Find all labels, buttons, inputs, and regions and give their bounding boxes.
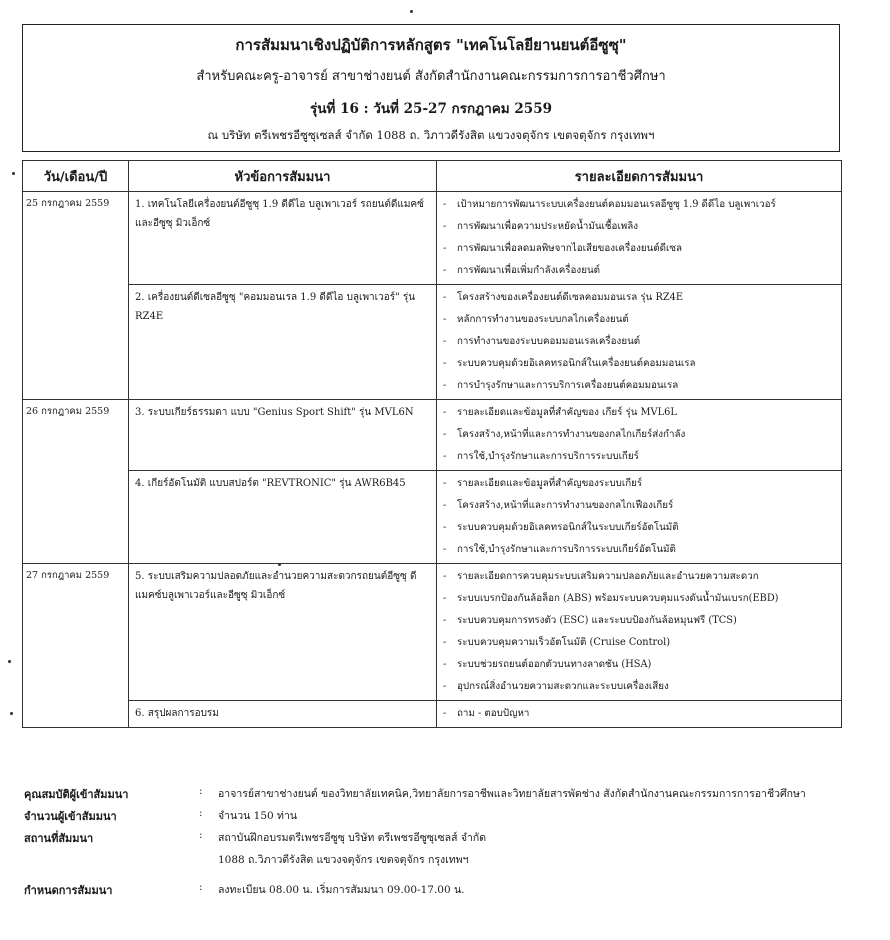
info-row	[24, 848, 854, 870]
detail-text: ระบบควบคุมด้วยอิเลคทรอนิกส์ในระบบเกียร์อัตโนมัติ	[457, 522, 679, 533]
detail-text: รายละเอียดและข้อมูลที่สำคัญของ เกียร์ รุ่น MVL6L	[457, 407, 677, 418]
info-label: จำนวนผู้เข้าสัมมนา	[24, 810, 117, 823]
table-row	[23, 471, 842, 564]
row-details	[437, 285, 842, 400]
detail-text: รายละเอียดและข้อมูลที่สำคัญของระบบเกียร์	[457, 478, 643, 489]
detail-text: ระบบเบรกป้องกันล้อล็อก (ABS) พร้อมระบบควบคุมแรงดันน้ำมันเบรก(EBD)	[457, 593, 779, 604]
bullet-dash: -	[443, 637, 447, 648]
row-date: 27 กรกฎาคม 2559	[23, 564, 129, 701]
detail-item	[443, 473, 835, 495]
detail-text: ระบบควบคุมความเร็วอัตโนมัติ (Cruise Control)	[457, 637, 671, 648]
bullet-dash: -	[443, 380, 447, 391]
detail-item	[443, 517, 835, 539]
info-value: อาจารย์สาขาช่างยนต์ ของวิทยาลัยเทคนิค,วิทยาลัยการอาชีพและวิทยาลัยสารพัดช่าง สังกัดสำนักงานคณะกรรมการการอาชีวศึกษา	[218, 788, 806, 800]
detail-text: ระบบควบคุมการทรงตัว (ESC) และระบบป้องกันล้อหมุนฟรี (TCS)	[457, 615, 737, 626]
bullet-dash: -	[443, 429, 447, 440]
detail-text: การพัฒนาเพื่อเพิ่มกำลังเครื่องยนต์	[457, 265, 601, 276]
detail-text: ระบบควบคุมด้วยอิเลคทรอนิกส์ในเครื่องยนต์คอมมอนเรล	[457, 358, 696, 369]
info-colon: :	[199, 881, 203, 893]
scan-speck	[12, 172, 15, 175]
detail-text: โครงสร้าง,หน้าที่และการทำงานของกลไกเฟืองเกียร์	[457, 500, 674, 511]
detail-text: รายละเอียดการควบคุมระบบเสริมความปลอดภัยและอำนวยความสะดวก	[457, 571, 759, 582]
batch-and-dates: รุ่นที่ 16 : วันที่ 25-27 กรกฎาคม 2559	[310, 101, 552, 117]
detail-item	[443, 676, 835, 698]
detail-item	[443, 566, 835, 588]
document-title: การสัมมนาเชิงปฏิบัติการหลักสูตร "เทคโนโลยียานยนต์อีซูซุ"	[235, 36, 627, 54]
detail-text: การใช้,บำรุงรักษาและการบริการระบบเกียร์อัตโนมัติ	[457, 544, 676, 555]
detail-item	[443, 375, 835, 397]
detail-item	[443, 539, 835, 561]
info-row	[24, 782, 854, 804]
bullet-dash: -	[443, 659, 447, 670]
detail-text: การบำรุงรักษาและการบริการเครื่องยนต์คอมมอนเรล	[457, 380, 679, 391]
detail-text: การทำงานของระบบคอมมอนเรลเครื่องยนต์	[457, 336, 641, 347]
detail-text: อุปกรณ์สิ่งอำนวยความสะดวกและระบบเครื่องเสียง	[457, 681, 669, 692]
detail-item	[443, 632, 835, 654]
row-details	[437, 471, 842, 564]
info-value: สถาบันฝึกอบรมตรีเพชรอีซูซุ บริษัท ตรีเพชรอีซูซุเซลส์ จำกัด	[218, 832, 487, 844]
detail-item	[443, 331, 835, 353]
row-topic: 1. เทคโนโลยีเครื่องยนต์อีซูซุ 1.9 ดีดีไอ บลูเพาเวอร์ รถยนต์ดีแมคซ์และอีซูซุ มิวเอ็กซ์	[129, 192, 437, 285]
detail-item	[443, 353, 835, 375]
info-value: 1088 ถ.วิภาวดีรังสิต แขวงจตุจักร เขตจตุจักร กรุงเทพฯ	[218, 854, 469, 866]
bullet-dash: -	[443, 265, 447, 276]
bullet-dash: -	[443, 522, 447, 533]
document-subtitle: สำหรับคณะครู-อาจารย์ สาขาช่างยนต์ สังกัดสำนักงานคณะกรรมการการอาชีวศึกษา	[196, 69, 666, 84]
row-date: 25 กรกฎาคม 2559	[23, 192, 129, 285]
row-date	[23, 471, 129, 564]
header-topic: หัวข้อการสัมมนา	[129, 161, 437, 192]
detail-text: การพัฒนาเพื่อลดมลพิษจากไอเสียของเครื่องยนต์ดีเซล	[457, 243, 683, 254]
bullet-dash: -	[443, 500, 447, 511]
bullet-dash: -	[443, 407, 447, 418]
detail-item	[443, 216, 835, 238]
detail-text: โครงสร้าง,หน้าที่และการทำงานของกลไกเกียร์ส่งกำลัง	[457, 429, 686, 440]
row-topic: 3. ระบบเกียร์ธรรมดา แบบ "Genius Sport Shift" รุ่น MVL6N	[129, 400, 437, 471]
bullet-dash: -	[443, 681, 447, 692]
detail-item	[443, 446, 835, 468]
detail-item	[443, 610, 835, 632]
table-row	[23, 400, 842, 471]
schedule-table	[22, 160, 842, 728]
bullet-dash: -	[443, 199, 447, 210]
bullet-dash: -	[443, 451, 447, 462]
scan-speck	[410, 10, 413, 13]
info-row	[24, 826, 854, 848]
info-colon: :	[199, 807, 203, 819]
detail-text: เป้าหมายการพัฒนาระบบเครื่องยนต์คอมมอนเรลอีซูซุ 1.9 ดีดีไอ บลูเพาเวอร์	[457, 199, 776, 210]
bullet-dash: -	[443, 615, 447, 626]
detail-item	[443, 402, 835, 424]
detail-text: โครงสร้างของเครื่องยนต์ดีเซลคอมมอนเรล รุ่น RZ4E	[457, 292, 684, 303]
header-details: รายละเอียดการสัมมนา	[437, 161, 842, 192]
detail-item	[443, 287, 835, 309]
bullet-dash: -	[443, 336, 447, 347]
bullet-dash: -	[443, 593, 447, 604]
bullet-dash: -	[443, 544, 447, 555]
row-topic: 2. เครื่องยนต์ดีเซลอีซูซุ "คอมมอนเรล 1.9 ดีดีไอ บลูเพาเวอร์" รุ่น RZ4E	[129, 285, 437, 400]
bullet-dash: -	[443, 221, 447, 232]
row-date	[23, 285, 129, 400]
row-details	[437, 701, 842, 728]
detail-text: การใช้,บำรุงรักษาและการบริการระบบเกียร์	[457, 451, 639, 462]
detail-item	[443, 194, 835, 216]
detail-item	[443, 703, 835, 725]
row-topic: 5. ระบบเสริมความปลอดภัยและอำนวยความสะดวกรถยนต์อีซูซุ ดีแมคซ์บลูเพาเวอร์และอีซูซุ มิวเอ็กซ์	[129, 564, 437, 701]
row-topic: 6. สรุปผลการอบรม	[129, 701, 437, 728]
table-row	[23, 564, 842, 701]
bullet-dash: -	[443, 243, 447, 254]
table-row	[23, 192, 842, 285]
row-date	[23, 701, 129, 728]
detail-item	[443, 238, 835, 260]
info-label: คุณสมบัติผู้เข้าสัมมนา	[24, 788, 129, 801]
row-details	[437, 192, 842, 285]
venue-address: ณ บริษัท ตรีเพชรอีซูซุเซลส์ จำกัด 1088 ถ. วิภาวดีรังสิต แขวงจตุจักร เขตจตุจักร กรุงเทพฯ	[207, 128, 655, 142]
info-colon: :	[199, 785, 203, 797]
info-value: ลงทะเบียน 08.00 น. เริ่มการสัมมนา 09.00-17.00 น.	[218, 884, 465, 896]
schedule-body	[23, 192, 842, 728]
row-date: 26 กรกฎาคม 2559	[23, 400, 129, 471]
scan-speck	[278, 563, 281, 566]
row-topic: 4. เกียร์อัตโนมัติ แบบสปอร์ต "REVTRONIC" รุ่น AWR6B45	[129, 471, 437, 564]
detail-item	[443, 309, 835, 331]
bullet-dash: -	[443, 292, 447, 303]
table-row	[23, 285, 842, 400]
detail-text: ถาม - ตอบปัญหา	[457, 708, 530, 719]
table-header-row	[23, 161, 842, 192]
info-label: สถานที่สัมมนา	[24, 832, 94, 845]
bullet-dash: -	[443, 314, 447, 325]
detail-item	[443, 260, 835, 282]
info-colon: :	[199, 829, 203, 841]
detail-text: ระบบช่วยรถยนต์ออกตัวบนทางลาดชัน (HSA)	[457, 659, 652, 670]
info-value: จำนวน 150 ท่าน	[218, 810, 298, 822]
info-row	[24, 804, 854, 826]
detail-text: หลักการทำงานของระบบกลไกเครื่องยนต์	[457, 314, 629, 325]
row-details	[437, 564, 842, 701]
detail-item	[443, 588, 835, 610]
info-label: กำหนดการสัมมนา	[24, 884, 113, 897]
bullet-dash: -	[443, 478, 447, 489]
detail-item	[443, 424, 835, 446]
detail-item	[443, 495, 835, 517]
bullet-dash: -	[443, 708, 447, 719]
document-header	[22, 24, 840, 152]
bullet-dash: -	[443, 571, 447, 582]
header-date: วัน/เดือน/ปี	[23, 161, 129, 192]
course-info	[24, 782, 854, 900]
detail-item	[443, 654, 835, 676]
detail-text: การพัฒนาเพื่อความประหยัดน้ำมันเชื้อเพลิง	[457, 221, 639, 232]
table-row	[23, 701, 842, 728]
row-details	[437, 400, 842, 471]
bullet-dash: -	[443, 358, 447, 369]
scan-speck	[8, 660, 11, 663]
scan-speck	[10, 712, 13, 715]
info-row	[24, 878, 854, 900]
